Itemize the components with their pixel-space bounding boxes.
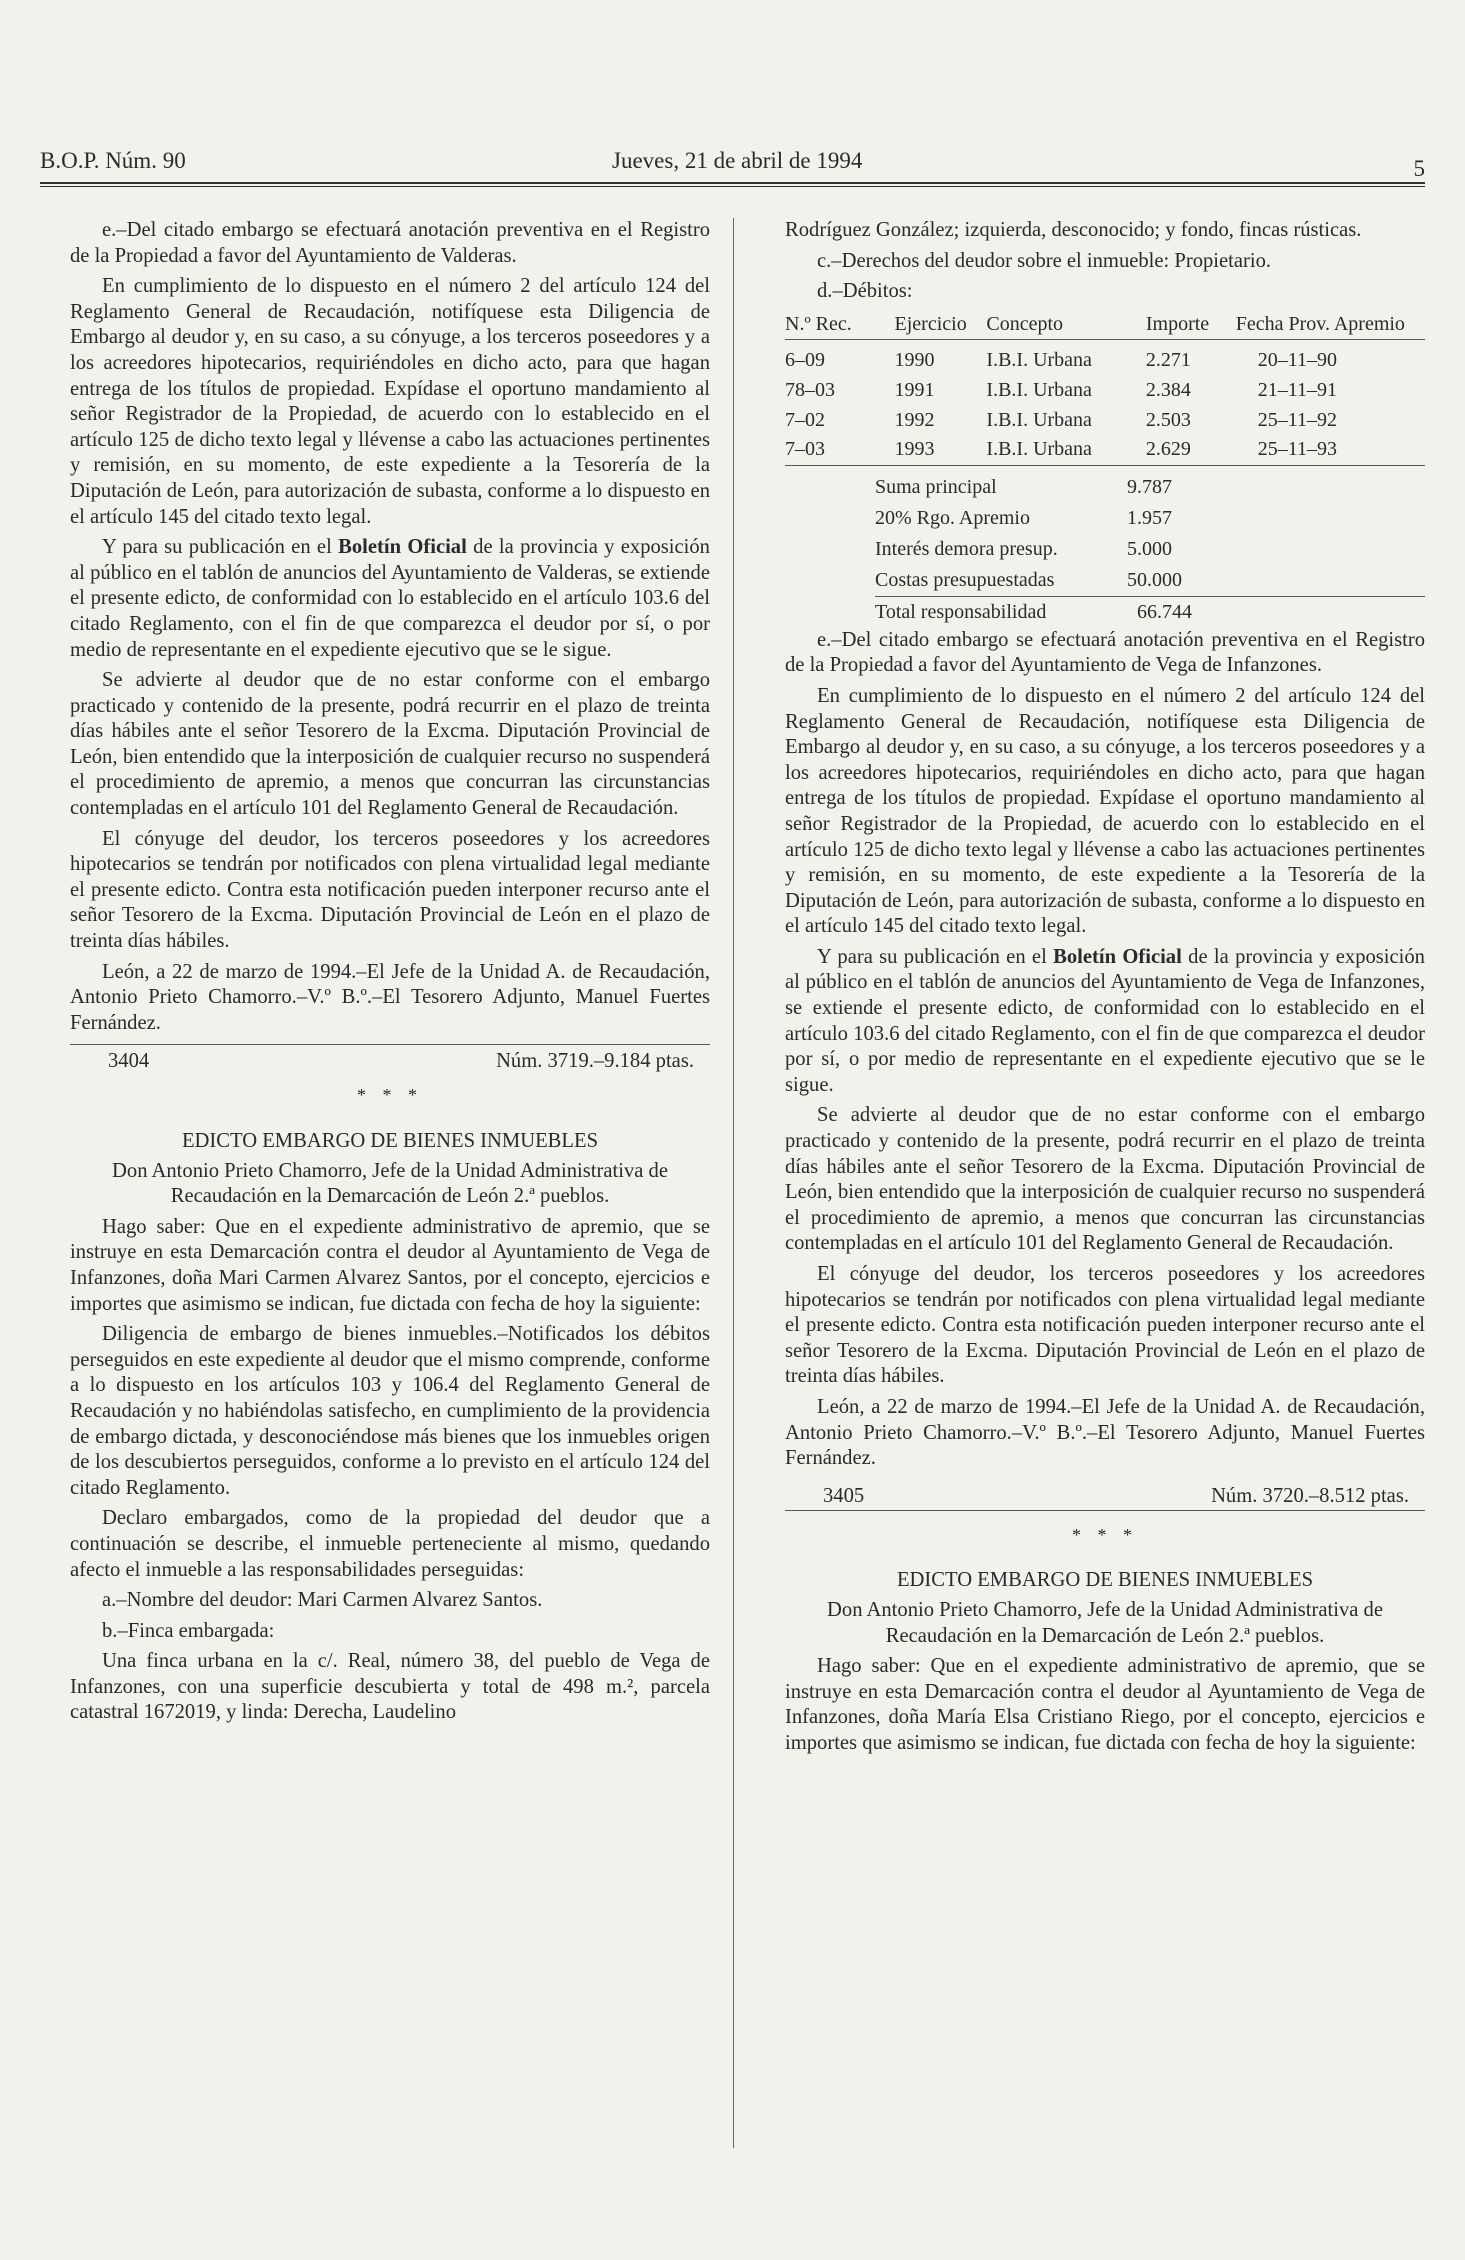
reference-price: Núm. 3719.–9.184 ptas. [496,1050,694,1073]
text: Y para su publicación en el [102,536,339,559]
table-cell: I.B.I. Urbana [986,408,1092,431]
paragraph: e.–Del citado embargo se efectuará anotación preventiva en el Registro de la Propiedad a favor del Ayuntamiento de Vega de Infanzones. [785,628,1425,677]
totals-value: 50.000 [1127,568,1182,591]
paragraph: El cónyuge del deudor, los terceros poseedores y los acreedores hipotecarios se tendrán por notificados con plena virtualidad legal mediante el presente edicto. Contra esta notificación pueden interponer recurso ante el señor Tesorero de la Excma. Diputación Provincial de León en el plazo de treinta días hábiles. [785,1263,1425,1388]
table-cell: I.B.I. Urbana [986,378,1092,401]
bulletin-number: B.O.P. Núm. 90 [40,148,186,173]
paragraph: Hago saber: Que en el expediente administrativo de apremio, que se instruye en esta Demarcación contra el deudor al Ayuntamiento de Vega de Infanzones, doña Mari Carmen Alvarez Santos, por el concepto, ejercicios e importes que asimismo se indican, fue dictada con fecha de hoy la siguiente: [70,1215,710,1315]
table-cell: 78–03 [785,378,835,401]
debts-table [785,310,1425,466]
paragraph: d.–Débitos: [817,280,913,303]
edict-title: EDICTO EMBARGO DE BIENES INMUEBLES [896,1569,1314,1592]
totals-value: 9.787 [1127,475,1172,498]
table-cell: 2.271 [1145,349,1191,372]
paragraph: Rodríguez González; izquierda, desconocido; y fondo, fincas rústicas. [785,219,1362,241]
table-cell: 7–02 [785,408,825,431]
totals-row [875,565,1425,597]
table-cell: 2.629 [1145,438,1191,461]
paragraph: c.–Derechos del deudor sobre el inmueble: Propietario. [817,249,1272,272]
table-cell: 2.503 [1145,408,1191,431]
reference-line [70,1044,710,1071]
table-cell: 1990 [894,349,935,372]
right-column [785,218,1425,1762]
column-divider [733,218,734,2148]
bold-text: Boletín Oficial [338,536,467,559]
totals-row [875,534,1425,565]
table-cell: 25–11–93 [1257,438,1337,461]
table-cell: 21–11–91 [1257,378,1337,401]
table-cell: I.B.I. Urbana [986,349,1092,372]
paragraph: e.–Del citado embargo se efectuará anotación preventiva en el Registro de la Propiedad a favor del Ayuntamiento de Valderas. [70,219,710,267]
paragraph [785,945,1425,1099]
bold-text: Boletín Oficial [1053,945,1182,968]
edict-title: EDICTO EMBARGO DE BIENES INMUEBLES [181,1130,599,1152]
issue-date: Jueves, 21 de abril de 1994 [612,148,863,173]
totals-label: Costas presupuestadas [875,568,1055,591]
reference-line [785,1480,1425,1511]
paragraph [70,535,710,663]
table-header: Ejercicio [894,312,967,335]
paragraph: Una finca urbana en la c/. Real, número 38, del pueblo de Vega de Infanzones, con una superficie descubierta y total de 498 m.², parcela catastral 1672019, y linda: Derecha, Laudelino [70,1650,710,1724]
text: de la provincia y exposición al público en el tablón de anuncios del Ayuntamiento de Vega de Infanzones, se extiende el presente edicto, de conformidad con lo establecido en el artículo 103.6 del citado Reglamento, con el fin de que comparezca el deudor por sí, o por medio de representante en el expediente ejecutivo que se le sigue. [785,945,1425,1096]
header-rule-thin [40,186,1425,187]
table-cell: I.B.I. Urbana [986,438,1092,461]
paragraph: Diligencia de embargo de bienes inmuebles.–Notificados los débitos perseguidos en este expediente al deudor que el mismo comprende, conforme a lo dispuesto en los artículos 103 y 106.4 del Reglamento General de Recaudación y no habiéndolas satisfecho, en cumplimiento de la providencia de embargo dictada, y desconociéndose más bienes que los inmuebles origen de los descubiertos perseguidos, conforme a lo previsto en el artículo 124 del citado Reglamento. [70,1323,710,1499]
separator-stars: * * * [357,1085,423,1106]
table-header-row [785,310,1425,340]
totals-block [875,472,1425,628]
paragraph: El cónyuge del deudor, los terceros poseedores y los acreedores hipotecarios se tendrán por notificados con plena virtualidad legal mediante el presente edicto. Contra esta notificación pueden interponer recurso ante el señor Tesorero de la Excma. Diputación Provincial de León en el plazo de treinta días hábiles. [70,827,710,953]
paragraph: Se advierte al deudor que de no estar conforme con el embargo practicado y contenido de la presente, podrá recurrir en el plazo de treinta días hábiles ante el señor Tesorero de la Excma. Diputación Provincial de León, bien entendido que la interposición de cualquier recurso no suspenderá el procedimiento de apremio, a menos que concurran las circunstancias contempladas en el artículo 101 del Reglamento General de Recaudación. [785,1104,1425,1255]
totals-value: 5.000 [1127,537,1172,560]
totals-row [875,472,1425,503]
table-header: Importe [1145,312,1210,335]
table-cell: 6–09 [785,349,825,372]
table-row [785,376,1425,406]
table-cell: 20–11–90 [1257,349,1337,372]
table-row [785,340,1425,376]
page-header [40,148,1425,184]
table-cell: 1991 [894,378,935,401]
paragraph: Hago saber: Que en el expediente administrativo de apremio, que se instruye en esta Demarcación contra el deudor al Ayuntamiento de Vega de Infanzones, doña María Elsa Cristiano Riego, por el concepto, ejercicios e importes que asimismo se indican, fue dictada con fecha de hoy la siguiente: [785,1655,1425,1754]
separator-stars: * * * [1072,1524,1138,1545]
totals-label: Suma principal [875,475,997,498]
totals-row [875,597,1425,628]
text: de la provincia y exposición al público en el tablón de anuncios del Ayuntamiento de Valderas, se extiende el presente edicto, de conformidad con lo establecido en el artículo 103.6 del citado Reglamento, con el fin de que comparezca el deudor por sí, o por medio de representante en el expediente ejecutivo que se le sigue. [70,536,710,661]
totals-label: 20% Rgo. Apremio [875,506,1030,529]
table-cell: 1993 [894,438,935,461]
edict-intro: Don Antonio Prieto Chamorro, Jefe de la Unidad Administrativa de Recaudación en la Demarcación de León 2.ª pueblos. [827,1598,1383,1647]
table-header: Fecha Prov. Apremio [1235,312,1405,335]
paragraph: Declaro embargados, como de la propiedad del deudor que a continuación se describe, el inmueble perteneciente al mismo, quedando afecto el inmueble a las responsabilidades perseguidas: [70,1507,710,1581]
table-row [785,435,1425,465]
table-cell: 7–03 [785,438,825,461]
totals-row [875,503,1425,534]
table-header: Concepto [986,312,1064,335]
text: Y para su publicación en el [817,945,1054,968]
table-cell: 1992 [894,408,935,431]
totals-value: 66.744 [1137,600,1192,623]
signature-paragraph: León, a 22 de marzo de 1994.–El Jefe de la Unidad A. de Recaudación, Antonio Prieto Chamorro.–V.º B.º.–El Tesorero Adjunto, Manuel Fuertes Fernández. [70,960,710,1034]
reference-number: 3405 [823,1484,865,1507]
reference-price: Núm. 3720.–8.512 ptas. [1211,1484,1409,1507]
reference-number: 3404 [108,1050,150,1073]
table-cell: 2.384 [1145,378,1191,401]
table-header: N.º Rec. [785,312,852,335]
page-number: 5 [1413,156,1425,181]
paragraph: En cumplimiento de lo dispuesto en el número 2 del artículo 124 del Reglamento General de Recaudación, notifíquese esta Diligencia de Embargo al deudor y, en su caso, a su cónyuge, a los terceros poseedores y a los acreedores hipotecarios, requiriéndoles en dicho acto, para que hagan entrega de los títulos de propiedad. Expídase el oportuno mandamiento al señor Registrador de la Propiedad, de acuerdo con lo establecido en el artículo 125 de dicho texto legal y llévense a cabo las actuaciones pertinentes y remisión, en su momento, de este expediente a la Tesorería de la Diputación de León, para autorización de subasta, conforme a lo dispuesto en el artículo 145 del citado texto legal. [70,275,710,528]
totals-value: 1.957 [1127,506,1172,529]
table-row [785,406,1425,436]
totals-label: Interés demora presup. [875,537,1058,560]
edict-intro: Don Antonio Prieto Chamorro, Jefe de la Unidad Administrativa de Recaudación en la Demarcación de León 2.ª pueblos. [112,1159,668,1208]
paragraph: b.–Finca embargada: [102,1619,275,1642]
paragraph: a.–Nombre del deudor: Mari Carmen Alvarez Santos. [102,1589,543,1612]
signature-paragraph: León, a 22 de marzo de 1994.–El Jefe de la Unidad A. de Recaudación, Antonio Prieto Chamorro.–V.º B.º.–El Tesorero Adjunto, Manuel Fuertes Fernández. [785,1395,1425,1470]
totals-label: Total responsabilidad [875,600,1047,623]
header-rule [40,182,1425,184]
table-cell: 25–11–92 [1257,408,1337,431]
paragraph: Se advierte al deudor que de no estar conforme con el embargo practicado y contenido de la presente, podrá recurrir en el plazo de treinta días hábiles ante el señor Tesorero de la Excma. Diputación Provincial de León, bien entendido que la interposición de cualquier recurso no suspenderá el procedimiento de apremio, a menos que concurran las circunstancias contempladas en el artículo 101 del Reglamento General de Recaudación. [70,669,710,820]
left-column [70,218,710,1731]
paragraph: En cumplimiento de lo dispuesto en el número 2 del artículo 124 del Reglamento General de Recaudación, notifíquese esta Diligencia de Embargo al deudor y, en su caso, a su cónyuge, a los terceros poseedores y a los acreedores hipotecarios, requiriéndoles en dicho acto, para que hagan entrega de los títulos de propiedad. Expídase el oportuno mandamiento al señor Registrador de la Propiedad, de acuerdo con lo establecido en el artículo 125 de dicho texto legal y llévense a cabo las actuaciones pertinentes y remisión, en su momento, de este expediente a la Tesorería de la Diputación de León, para autorización de subasta, conforme a lo dispuesto en el artículo 145 del citado texto legal. [785,684,1425,938]
